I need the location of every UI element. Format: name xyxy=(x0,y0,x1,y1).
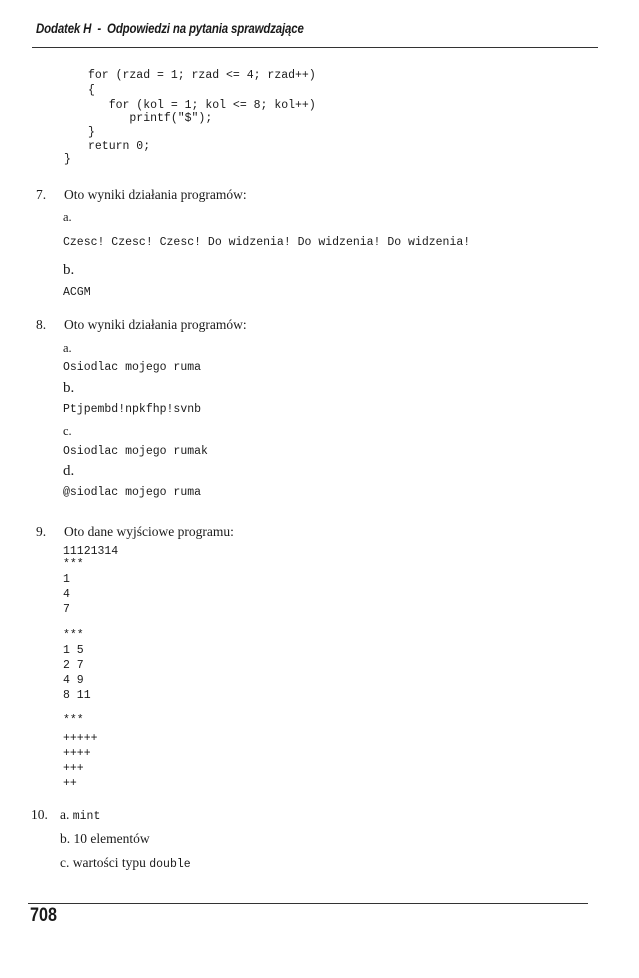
code-line: { xyxy=(88,84,95,97)
question-number: 9. xyxy=(36,524,47,539)
question-number: 8. xyxy=(36,317,47,332)
output-line: 1 5 xyxy=(63,644,84,657)
program-output: @siodlac mojego ruma xyxy=(63,486,202,499)
code-line: for (rzad = 1; rzad <= 4; rzad++) xyxy=(88,69,316,82)
output-line: *** xyxy=(63,629,84,642)
answer-label: a. xyxy=(60,807,70,822)
answer-label: a. xyxy=(63,341,72,355)
output-line: 7 xyxy=(63,603,70,616)
output-line: +++ xyxy=(63,762,84,775)
answer-item xyxy=(60,808,100,823)
answer-item: b. 10 elementów xyxy=(60,831,150,846)
footer-rule xyxy=(28,903,588,904)
code-line: } xyxy=(88,126,95,139)
code-line: return 0; xyxy=(88,140,151,153)
output-line: *** xyxy=(63,558,84,571)
question-number: 7. xyxy=(36,187,47,202)
answer-text: c. wartości typu xyxy=(60,855,146,870)
question-text: Oto wyniki działania programów: xyxy=(64,187,247,202)
question-text: Oto wyniki działania programów: xyxy=(64,317,247,332)
output-line: 4 xyxy=(63,588,70,601)
output-line: *** xyxy=(63,714,84,727)
inline-code: double xyxy=(149,858,191,871)
inline-code: mint xyxy=(72,810,101,823)
program-output: Osiodlac mojego rumak xyxy=(63,445,208,458)
question-number: 10. xyxy=(31,807,48,822)
answer-item xyxy=(60,856,191,871)
program-output: Czesc! Czesc! Czesc! Do widzenia! Do widzenia! Do widzenia! xyxy=(63,236,471,249)
output-line: +++++ xyxy=(63,732,98,745)
answer-label: b. xyxy=(63,380,75,396)
output-line: 8 11 xyxy=(63,689,91,702)
answer-label: a. xyxy=(63,210,72,224)
output-line: 2 7 xyxy=(63,659,84,672)
page-number: 708 xyxy=(30,905,57,926)
output-line: 11121314 xyxy=(63,545,119,558)
answer-label: c. xyxy=(63,424,72,438)
output-line: 1 xyxy=(63,573,70,586)
program-output: Osiodlac mojego ruma xyxy=(63,361,202,374)
code-line: for (kol = 1; kol <= 8; kol++) xyxy=(88,99,316,112)
code-line: printf("$"); xyxy=(88,112,213,125)
output-line: 4 9 xyxy=(63,674,84,687)
answer-label: b. xyxy=(63,262,75,278)
running-header: Dodatek H - Odpowiedzi na pytania sprawdzające xyxy=(36,20,304,36)
code-line: } xyxy=(64,153,71,166)
output-line: ++++ xyxy=(63,747,91,760)
header-rule xyxy=(32,47,598,48)
answer-label: d. xyxy=(63,463,75,479)
program-output: Ptjpembd!npkfhp!svnb xyxy=(63,403,202,416)
question-text: Oto dane wyjściowe programu: xyxy=(64,524,234,539)
program-output: ACGM xyxy=(63,286,91,299)
output-line: ++ xyxy=(63,777,77,790)
